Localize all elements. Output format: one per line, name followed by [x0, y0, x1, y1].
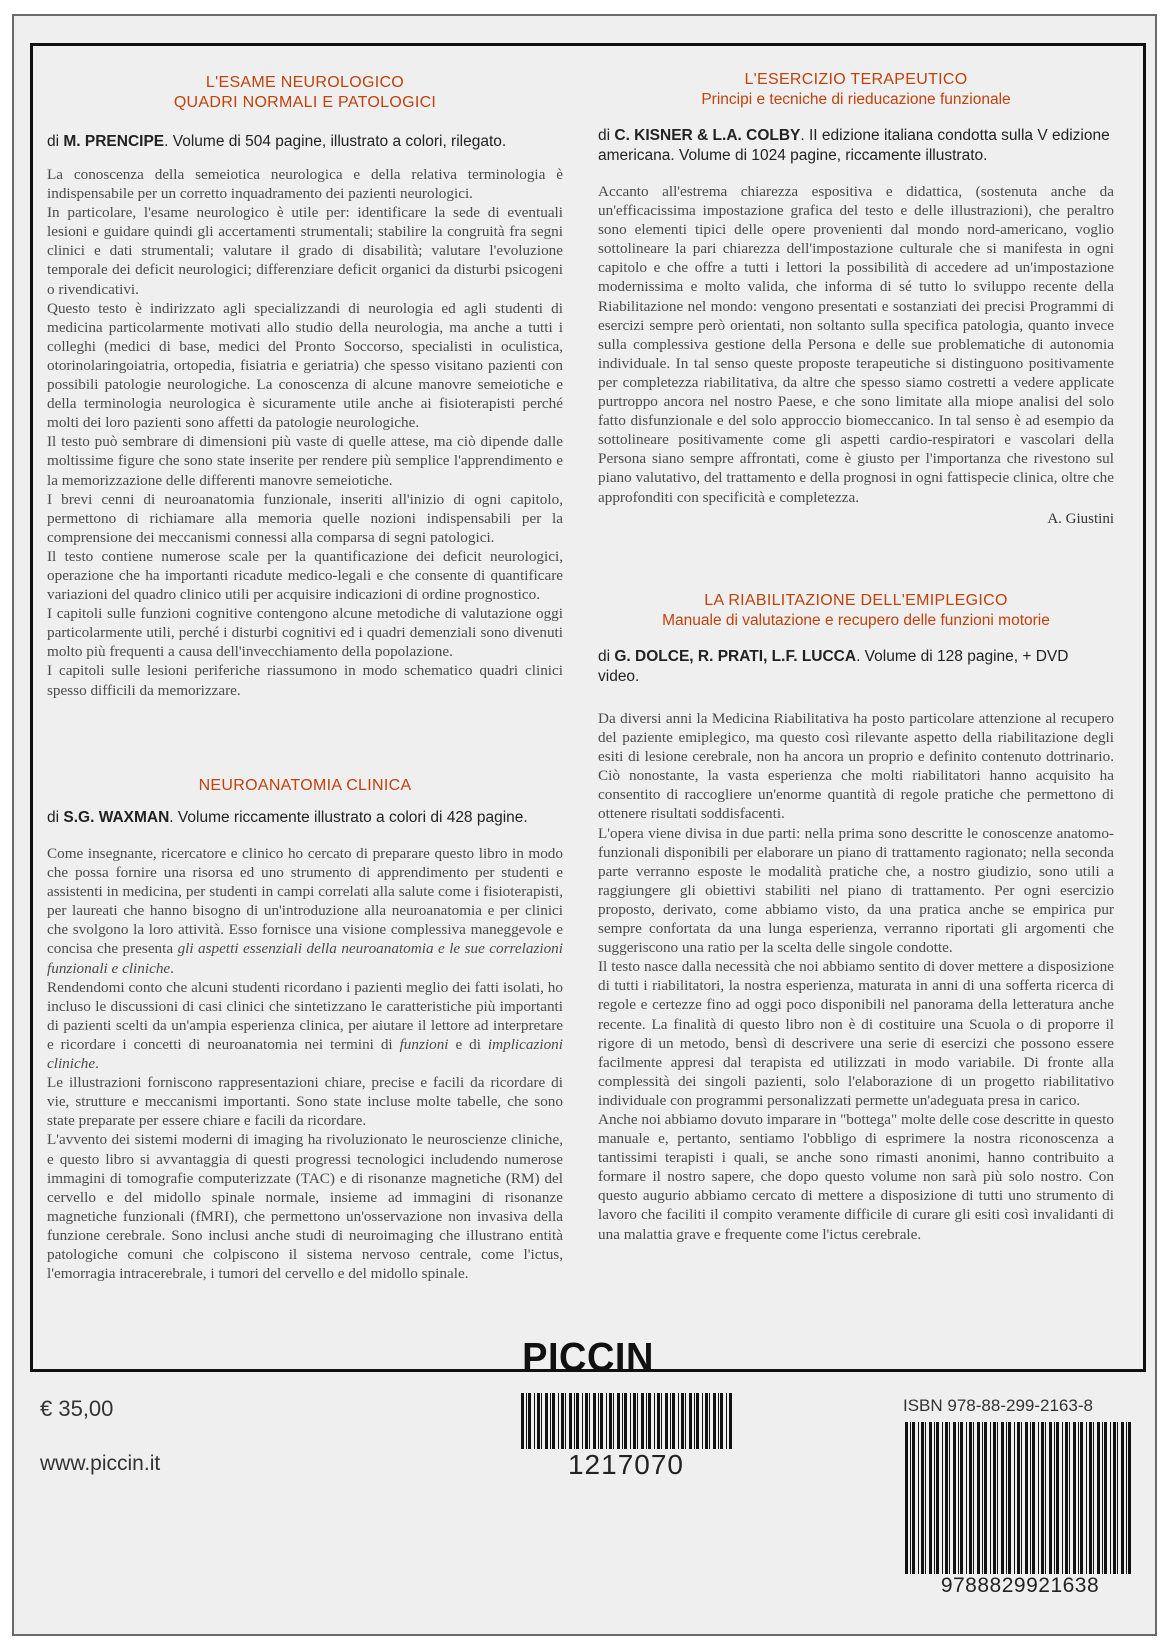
- barcode-bar: [641, 1393, 644, 1449]
- barcode-bar: [958, 1422, 959, 1574]
- barcode-bar: [990, 1422, 991, 1574]
- barcode-bar: [921, 1422, 924, 1574]
- barcode-bar: [681, 1393, 684, 1449]
- barcode-bar: [576, 1393, 579, 1449]
- book2-paragraph: L'avvento dei sistemi moderni di imaging ha rivoluzionato le neuroscienze cliniche, e questo libro si avvantaggia di questi progressi tecnologici includendo numerose immagini di tomografie computerizzate (TAC) e di risonanze magnetiche (RM) del cervello e del midollo spinale normale, insieme ad immagini di risonanze magnetiche funzionali (fMRI), che permettono un'osservazione non invasiva della funzione cerebrale. Sono inclusi anche studi di neuroimaging che illustrano entità patologiche comuni che colpiscono il sistema nervoso centrale, come l'ictus, l'emorragia intracerebrale, i tumori del cervello e del midollo spinale.: [47, 1131, 563, 1283]
- barcode-bar: [1069, 1422, 1070, 1574]
- book3-byline-rest: . II edizione italiana condotta sulla V edizione americana. Volume di 1024 pagine, riccamente illustrato.: [598, 127, 1110, 164]
- barcode-bar: [1008, 1422, 1011, 1574]
- barcode-bar: [1041, 1422, 1044, 1574]
- barcode-bar: [1065, 1422, 1068, 1574]
- left-column: [47, 46, 563, 1369]
- barcode-bar: [960, 1422, 963, 1574]
- barcode-bar: [1073, 1422, 1076, 1574]
- book1-title-line2: QUADRI NORMALI E PATOLOGICI: [173, 94, 437, 111]
- barcode-bar: [678, 1393, 679, 1449]
- barcode-bar: [1001, 1422, 1004, 1574]
- barcode-bar: [646, 1393, 647, 1449]
- barcode-bar: [1056, 1422, 1059, 1574]
- book2-paragraph: [47, 978, 563, 1073]
- barcode-bar: [630, 1393, 631, 1449]
- book2-title: NEUROANATOMIA CLINICA: [198, 777, 412, 794]
- barcode-bar: [565, 1393, 566, 1449]
- book3-byline: [598, 126, 1114, 166]
- barcode-bar: [713, 1393, 716, 1449]
- ean-number: 9788829921638: [940, 1574, 1100, 1597]
- barcode-bar: [561, 1393, 564, 1449]
- italic-phrase: implicazioni cliniche: [47, 1035, 563, 1073]
- right-column: [598, 46, 1114, 1369]
- barcode-bar: [984, 1422, 987, 1574]
- text-run: .: [170, 959, 174, 977]
- barcode-bar: [718, 1393, 719, 1449]
- barcode-bar: [936, 1422, 939, 1574]
- book2-description: [47, 844, 563, 1283]
- barcode-bar: [609, 1393, 612, 1449]
- barcode-bar: [537, 1393, 540, 1449]
- book4-paragraph: Il testo nasce dalla necessità che noi abbiamo sentito di dover mettere a disposizione di tutti i riabilitatori, la nostra esperienza, maturata in anni di una sofferta ricerca di regole e certezze fino ad oggi poco disponibili nel panorama della letteratura anche recente. La finalità di questo libro non è di costituire una Scuola o di proporre il rigore di un metodo, bensì di descrivere una serie di esercizi che possono essere facilmente appresi dal terapista ed utilizzati in modo variabile. Di fronte alla complessità dei singoli pazienti, solo l'elaborazione di un progetto riabilitativo individuale con programmi personalizzati permette un'adeguata presa in carico.: [598, 958, 1114, 1109]
- barcode-bar: [1038, 1422, 1039, 1574]
- barcode-bar: [694, 1393, 695, 1449]
- barcode-bar: [993, 1422, 996, 1574]
- barcode-bar: [918, 1422, 919, 1574]
- barcode-bar: [624, 1393, 627, 1449]
- book4-byline: [598, 647, 1114, 687]
- publisher-logo: PICCIN: [522, 1335, 654, 1380]
- book1-paragraph: Questo testo è indirizzato agli specializzandi di neurologia ed agli studenti di medicina particolarmente motivati allo studio della neurologia, ma anche a tutti i colleghi (medici di base, medici del Pronto Soccorso, specialisti in oculistica, otorinolaringoiatria, ortopedia, fisiatria e geriatria) che spesso visitano pazienti con possibili patologie neurologiche. La conoscenza di alcune manovre semeiotiche e della terminologia neurologica è sicuramente utile anche ai fisioterapisti perché molti dei loro pazienti sono affetti da patologie neurologiche.: [47, 299, 563, 432]
- book4-paragraph: Anche noi abbiamo dovuto imparare in "bottega" molte delle cose descritte in questo manuale e, pertanto, sentiamo l'obbligo di esprimere la nostra riconoscenza a tantissimi terapisti i quali, se anche sono rimasti anonimi, hanno contribuito a formare il nostro sapere, che dopo questo volume non sarà più solo nostro. Con questo augurio abbiamo cercato di mettere a disposizione di tutti uno strumento di lavoro che faciliti il compito veramente difficile di curare gli esiti così invalidanti di una malattia grave e frequente come l'ictus cerebrale.: [598, 1110, 1114, 1243]
- book3-review-signature: A. Giustini: [1047, 510, 1114, 527]
- book1-paragraph: In particolare, l'esame neurologico è utile per: identificare la sede di eventuali lesioni e guidare quindi gli accertamenti strumentali; stabilire la congruità fra segni clinici e dati strumentali; valutare il grado di disabilità; valutare l'evoluzione temporale dei deficit neurologici; differenziare deficit organici da disturbi psicogeni o rivendicativi.: [47, 204, 563, 298]
- barcode-bar: [670, 1393, 671, 1449]
- barcode-bar: [574, 1393, 575, 1449]
- barcode-bar: [528, 1393, 531, 1449]
- book1-description: [47, 165, 563, 700]
- barcode-bar: [705, 1393, 708, 1449]
- book2-paragraph: Le illustrazioni forniscono rappresentazioni chiare, precise e facili da ricordare di vie, strutture e meccanismi importanti. Sono state incluse molte tabelle, che sono state preparate per essere chiare e facili da ricordare.: [47, 1074, 563, 1130]
- barcode-bar: [966, 1422, 967, 1574]
- book1-paragraph: I capitoli sulle lesioni periferiche riassumono in modo schematico quadri clinici spesso difficili da memorizzare.: [47, 662, 563, 699]
- barcode-bar: [934, 1422, 935, 1574]
- book1-byline-prefix: di: [47, 133, 64, 150]
- book2-byline-prefix: di: [47, 809, 64, 826]
- barcode-bar: [606, 1393, 607, 1449]
- barcode-bar: [945, 1422, 948, 1574]
- isbn-label: ISBN 978-88-299-2163-8: [903, 1396, 1093, 1415]
- book1-byline: [47, 132, 563, 152]
- barcode-bar: [622, 1393, 623, 1449]
- barcode-bar: [1086, 1422, 1087, 1574]
- barcode-bar: [661, 1393, 662, 1449]
- barcode-bar: [1017, 1422, 1020, 1574]
- text-run: .: [95, 1055, 99, 1073]
- barcode-bar: [720, 1393, 723, 1449]
- barcode-bar: [910, 1422, 911, 1574]
- internal-code-barcode: [519, 1393, 733, 1449]
- barcode-bar: [1049, 1422, 1052, 1574]
- barcode-bar: [558, 1393, 559, 1449]
- book1-byline-rest: . Volume di 504 pagine, illustrato a colori, rilegato.: [164, 133, 507, 150]
- barcode-bar: [1102, 1422, 1103, 1574]
- barcode-bar: [982, 1422, 983, 1574]
- text-run: e di: [448, 1035, 488, 1053]
- book4-paragraph: Da diversi anni la Medicina Riabilitativa ha posto particolare attenzione al recupero del paziente emiplegico, ma questo così rilevante aspetto della riabilitazione degli esiti di lesione cerebrale, non ha ancora un proprio e definito contenuto dottrinario. Ciò nonostante, la vasta esperienza che molti riabilitatori hanno acquisito ha consentito di raccogliere un'enorme quantità di regole pratiche che permettono di ottenere risultati soddisfacenti.: [598, 710, 1114, 823]
- publisher-band: [30, 1327, 1146, 1389]
- book3-section: [598, 70, 1114, 528]
- barcode-bar: [685, 1393, 686, 1449]
- ean-barcode: [903, 1422, 1135, 1574]
- barcode-bar: [949, 1422, 950, 1574]
- barcode-bar: [593, 1393, 596, 1449]
- book3-byline-prefix: di: [598, 127, 615, 144]
- book1-author: M. PRENCIPE: [63, 133, 165, 150]
- barcode-bar: [689, 1393, 692, 1449]
- book2-section: [47, 776, 563, 1283]
- barcode-bar: [526, 1393, 527, 1449]
- barcode-bar: [1045, 1422, 1046, 1574]
- barcode-bar: [1030, 1422, 1031, 1574]
- barcode-bar: [665, 1393, 668, 1449]
- barcode-bar: [709, 1393, 710, 1449]
- price-label: € 35,00: [40, 1396, 114, 1421]
- barcode-bar: [633, 1393, 636, 1449]
- barcode-bar: [1104, 1422, 1107, 1574]
- book4-subtitle: Manuale di valutazione e recupero delle funzioni motorie: [662, 612, 1050, 629]
- barcode-bar: [729, 1393, 732, 1449]
- barcode-bar: [1126, 1422, 1127, 1574]
- book4-paragraph: L'opera viene divisa in due parti: nella prima sono descritte le conoscenze anatomo-funzionali disponibili per elaborare un piano di trattamento ragionato; nella seconda parte verranno esposte le modalità pratiche che, a nostro giudizio, sono utili a raggiungere gli obiettivi stabiliti nel piano di trattamento. Per ogni esercizio proposto, derivato, come abbiamo visto, da una pratica anche se empirica pur sempre confortata da una lunga esperienza, verranno riportati gli argomenti che suggeriscono una ratio per la scelta delle singole condotte.: [598, 824, 1114, 957]
- book1-section: [47, 73, 563, 700]
- italic-phrase: gli aspetti essenziali della neuroanatomia e le sue correlazioni funzionali e cliniche: [47, 940, 563, 977]
- barcode-bar: [1097, 1422, 1100, 1574]
- barcode-bar: [589, 1393, 590, 1449]
- barcode-bar: [672, 1393, 675, 1449]
- barcode-bar: [912, 1422, 915, 1574]
- barcode-bar: [598, 1393, 599, 1449]
- book1-paragraph: I capitoli sulle funzioni cognitive contengono alcune metodiche di valutazione oggi particolarmente utili, perché i disturbi cognitivi ed i quadri demenziali sono divenuti molto più frequenti a causa dell'invecchiamento della popolazione.: [47, 605, 563, 661]
- barcode-bar: [613, 1393, 614, 1449]
- book1-title-line1: L'ESAME NEUROLOGICO: [205, 74, 405, 91]
- barcode-bar: [1093, 1422, 1094, 1574]
- book3-author: C. KISNER & L.A. COLBY: [614, 127, 801, 144]
- barcode-bar: [521, 1393, 524, 1449]
- barcode-bar: [637, 1393, 638, 1449]
- italic-phrase: funzioni: [399, 1035, 449, 1053]
- barcode-bar: [997, 1422, 998, 1574]
- barcode-bar: [977, 1422, 980, 1574]
- barcode-bar: [617, 1393, 620, 1449]
- barcode-bar: [654, 1393, 655, 1449]
- barcode-bar: [702, 1393, 703, 1449]
- book4-description: [598, 709, 1114, 1244]
- barcode-bar: [1121, 1422, 1124, 1574]
- barcode-bar: [552, 1393, 555, 1449]
- barcode-bar: [541, 1393, 542, 1449]
- barcode-bar: [696, 1393, 699, 1449]
- book4-author: G. DOLCE, R. PRATI, L.F. LUCCA: [614, 648, 857, 665]
- barcode-bar: [1062, 1422, 1063, 1574]
- content-frame: [30, 43, 1146, 1372]
- barcode-bar: [1032, 1422, 1035, 1574]
- book1-paragraph: Il testo contiene numerose scale per la quantificazione dei deficit neurologici, operazione che ha importanti ricadute medico-legali e che consente di quantificare variazioni del quadro clinico utili per acquisire indicazioni di ordine prognostico.: [47, 547, 563, 604]
- barcode-bar: [942, 1422, 943, 1574]
- barcode-bar: [929, 1422, 932, 1574]
- book3-description: [598, 182, 1114, 507]
- book3-subtitle: Principi e tecniche di rieducazione funzionale: [701, 91, 1011, 108]
- barcode-bar: [585, 1393, 588, 1449]
- barcode-bar: [969, 1422, 972, 1574]
- book2-paragraph: [47, 844, 563, 978]
- internal-code-number: 1217070: [567, 1449, 684, 1480]
- barcode-bar: [569, 1393, 572, 1449]
- website-link[interactable]: www.piccin.it: [40, 1452, 161, 1475]
- barcode-bar: [1021, 1422, 1022, 1574]
- barcode-bar: [1078, 1422, 1079, 1574]
- book2-byline: [47, 808, 563, 828]
- barcode-bar: [726, 1393, 727, 1449]
- barcode-bar: [953, 1422, 956, 1574]
- barcode-bar: [1128, 1422, 1131, 1574]
- book1-paragraph: La conoscenza della semeiotica neurologica e della relativa terminologia è indispensabile per un corretto inquadramento dei pazienti neurologici.: [47, 166, 563, 203]
- text-run: Come insegnante, ricercatore e clinico ho cercato di preparare questo libro in modo che possa fornire una risorsa ed uno strumento di apprendimento per studenti e assistenti in medicina, per studenti in campi correlati alla salute come i fisioterapisti, per laureati che hanno bisogno di un'introduzione alla neuroanatomia e per clinici che svolgono la loro attività. Esso fornisce una visione complessiva maneggevole e concisa che presenta: [47, 845, 563, 958]
- barcode-bar: [582, 1393, 583, 1449]
- barcode-bar: [550, 1393, 551, 1449]
- barcode-bar: [545, 1393, 548, 1449]
- barcode-bar: [1117, 1422, 1118, 1574]
- barcode-bar: [925, 1422, 926, 1574]
- book4-byline-prefix: di: [598, 648, 615, 665]
- book3-title: L'ESERCIZIO TERAPEUTICO: [744, 71, 968, 88]
- book4-section: [598, 591, 1114, 1244]
- barcode-bar: [1014, 1422, 1015, 1574]
- book1-paragraph: I brevi cenni di neuroanatomia funzionale, inseriti all'inizio di ogni capitolo, permettono di richiamare alla memoria quelle nozioni indispensabili per la comprensione dei meccanismi connessi alla comparsa di segni patologici.: [47, 490, 563, 546]
- book3-paragraph: Accanto all'estrema chiarezza espositiva e didattica, (sostenuta anche da un'efficacissima impostazione grafica del testo e delle illustrazioni), che peraltro sono elementi tipici delle opere provenienti dal mondo nord-americano, voglio sottolineare la pari chiarezza dell'impostazione culturale che si manifesta in ogni capitolo e che offre a tutti i lettori la possibilità di accedere ad un'impostazione modernissima e molto valida, che informa di sé tutto lo sviluppo recente della Riabilitazione nel mondo: vengono presentati e sostanziati dei precisi Programmi di esercizi sempre però orientati, non soltanto sulla specifica patologia, quanto invece sulla complessiva gestione della Persona e delle sue problematiche di autonomia individuale. In tal senso queste proposte terapeutiche si distinguono positivamente per completezza riabilitativa, da altre che spesso siamo costretti a vedere applicate purtroppo ancora nel nostro Paese, e che sono limitate alla miope analisi del solo fatto disfunzionale e del solo approccio biomeccanico. In tal senso è ad esempio da sottolineare positivamente come gli aspetti cardio-respiratori e vascolari della Persona siano sempre affrontati, come è giusto per l'importanza che rivestono sul piano valutativo, del trattamento e della prognosi in ogni fattispecie clinica, oltre che approfonditi con specificità e completezza.: [598, 183, 1114, 506]
- barcode-bar: [600, 1393, 603, 1449]
- barcode-bar: [905, 1422, 908, 1574]
- barcode-bar: [534, 1393, 535, 1449]
- barcode-bar: [657, 1393, 660, 1449]
- barcode-bar: [973, 1422, 974, 1574]
- barcode-bar: [1025, 1422, 1028, 1574]
- book2-author: S.G. WAXMAN: [63, 809, 170, 826]
- barcode-bar: [1089, 1422, 1092, 1574]
- book4-byline-rest: . Volume di 128 pagine, + DVD video.: [598, 648, 1069, 685]
- book4-title: LA RIABILITAZIONE DELL'EMIPLEGICO: [704, 592, 1008, 609]
- book2-byline-rest: . Volume riccamente illustrato a colori di 428 pagine.: [169, 809, 528, 826]
- book1-paragraph: Il testo può sembrare di dimensioni più vaste di quelle attese, ma ciò dipende dalle moltissime figure che sono state inserite per rendere più semplice l'apprendimento e la memorizzazione delle differenti manovre semeiotiche.: [47, 433, 563, 489]
- barcode-bar: [1113, 1422, 1116, 1574]
- barcode-bar: [1054, 1422, 1055, 1574]
- barcode-bar: [1080, 1422, 1083, 1574]
- barcode-bar: [1110, 1422, 1111, 1574]
- text-run: Rendendomi conto che alcuni studenti ricordano i pazienti meglio dei fatti isolati, ho incluso le discussioni di casi clinici che sintetizzano le caratteristiche più importanti di pazienti scelti da un'ampia esperienza clinica, per aiutare il lettore ad interpretare e ricordare i concetti di neuroanatomia nei termini di: [47, 978, 563, 1053]
- barcode-bar: [1006, 1422, 1007, 1574]
- barcode-bar: [648, 1393, 651, 1449]
